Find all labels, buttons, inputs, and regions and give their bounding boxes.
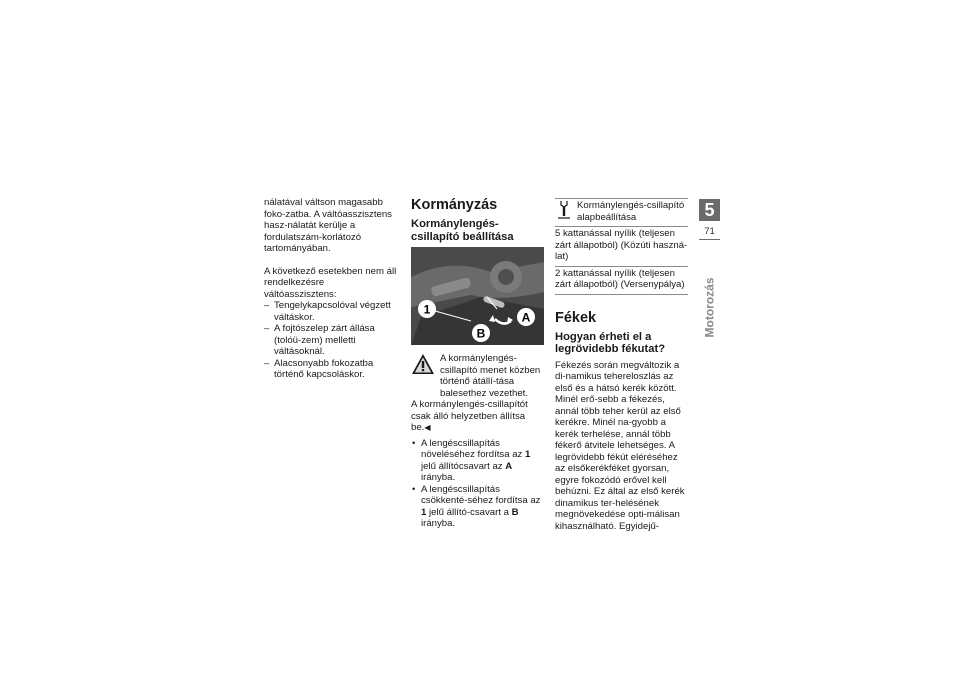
text-column-right <box>555 197 690 532</box>
chapter-tab-label: Motorozás <box>702 277 717 338</box>
warning-block <box>411 353 544 399</box>
chapter-number-badge: 5 <box>699 199 720 221</box>
subsection-title-braking-distance: Hogyan érheti el a legrövidebb fékutat? <box>555 330 666 355</box>
paragraph-conditions: A következő esetekben nem áll rendelkezésre váltóasszisztens: <box>264 265 397 300</box>
divider <box>699 239 720 240</box>
list-item: • A lengéscsillapítás csökkenté-séhez fordítsa az 1 jelű állító-csavart a B irányba. <box>411 484 544 530</box>
paragraph-braking: Fékezés során megváltozik a di-namikus tehereloszlás az első és a hátsó kerék között. Minél erő-sebb a fékezés, annál több teher kerül az első kerékre. Minél na-gyobb a kerék terhelése, annál több fékerő átvitele lehetséges. A legrövidebb fékút eléréséhez az elsőkerékféket gyorsan, egyre fokozódó erővel kell behúzni. Ez által az első kerék dinamikus ter-helésének megnövekedése opti-málisan kihasználható. Egyidejű- <box>555 359 685 532</box>
wrench-spec-icon <box>555 200 573 220</box>
paragraph-continued: nálatával váltson magasabb foko-zatba. A váltóasszisztens hasz-nálatát kerülje a fordulatszám-korlátozó tartományában. <box>264 197 392 254</box>
paragraph-standstill: A kormánylengés-csillapítót csak álló helyzetben állítsa be.◀ <box>411 399 528 433</box>
spec-row-road: 5 kattanással nyílik (teljesen zárt állapotból) (Közúti haszná-lat) <box>555 227 688 267</box>
steering-damper-illustration <box>411 247 544 345</box>
damper-spec-table <box>555 198 688 295</box>
figure-label-a: A <box>521 310 531 325</box>
text-column-middle <box>411 197 544 530</box>
list-item: – A fojtószelep zárt állása (tolóü-zem) melletti váltásoknál. <box>264 323 399 358</box>
spec-row-track: 2 kattanással nyílik (teljesen zárt állapotból) (Versenypálya) <box>555 266 688 294</box>
end-mark-icon: ◀ <box>424 423 431 432</box>
figure-label-b: B <box>476 326 486 341</box>
section-title-steering: Kormányzás <box>411 197 498 213</box>
subsection-title-damper: Kormánylengés-csillapító beállítása <box>411 218 514 243</box>
steering-damper-photo <box>411 247 544 345</box>
spec-table-header <box>555 199 688 227</box>
list-item: – Tengelykapcsolóval végzett váltáskor. <box>264 300 399 323</box>
list-item: • A lengéscsillapítás növeléséhez fordítsa az 1 jelű állítócsavart az A irányba. <box>411 438 544 484</box>
section-title-brakes: Fékek <box>555 309 597 326</box>
text-column-left <box>264 197 399 381</box>
list-item: – Alacsonyabb fokozatba történő kapcsoláskor. <box>264 358 399 381</box>
page-number: 71 <box>704 226 715 237</box>
figure-label-1: 1 <box>423 302 431 317</box>
warning-triangle-icon <box>411 353 435 375</box>
damper-instructions <box>411 438 544 530</box>
spec-table-title: Kormánylengés-csillapító alapbeállítása <box>577 200 685 223</box>
condition-list <box>264 300 399 381</box>
warning-text: A kormánylengés-csillapító menet közben történő átállí-tása balesethez vezethet. <box>440 353 541 399</box>
